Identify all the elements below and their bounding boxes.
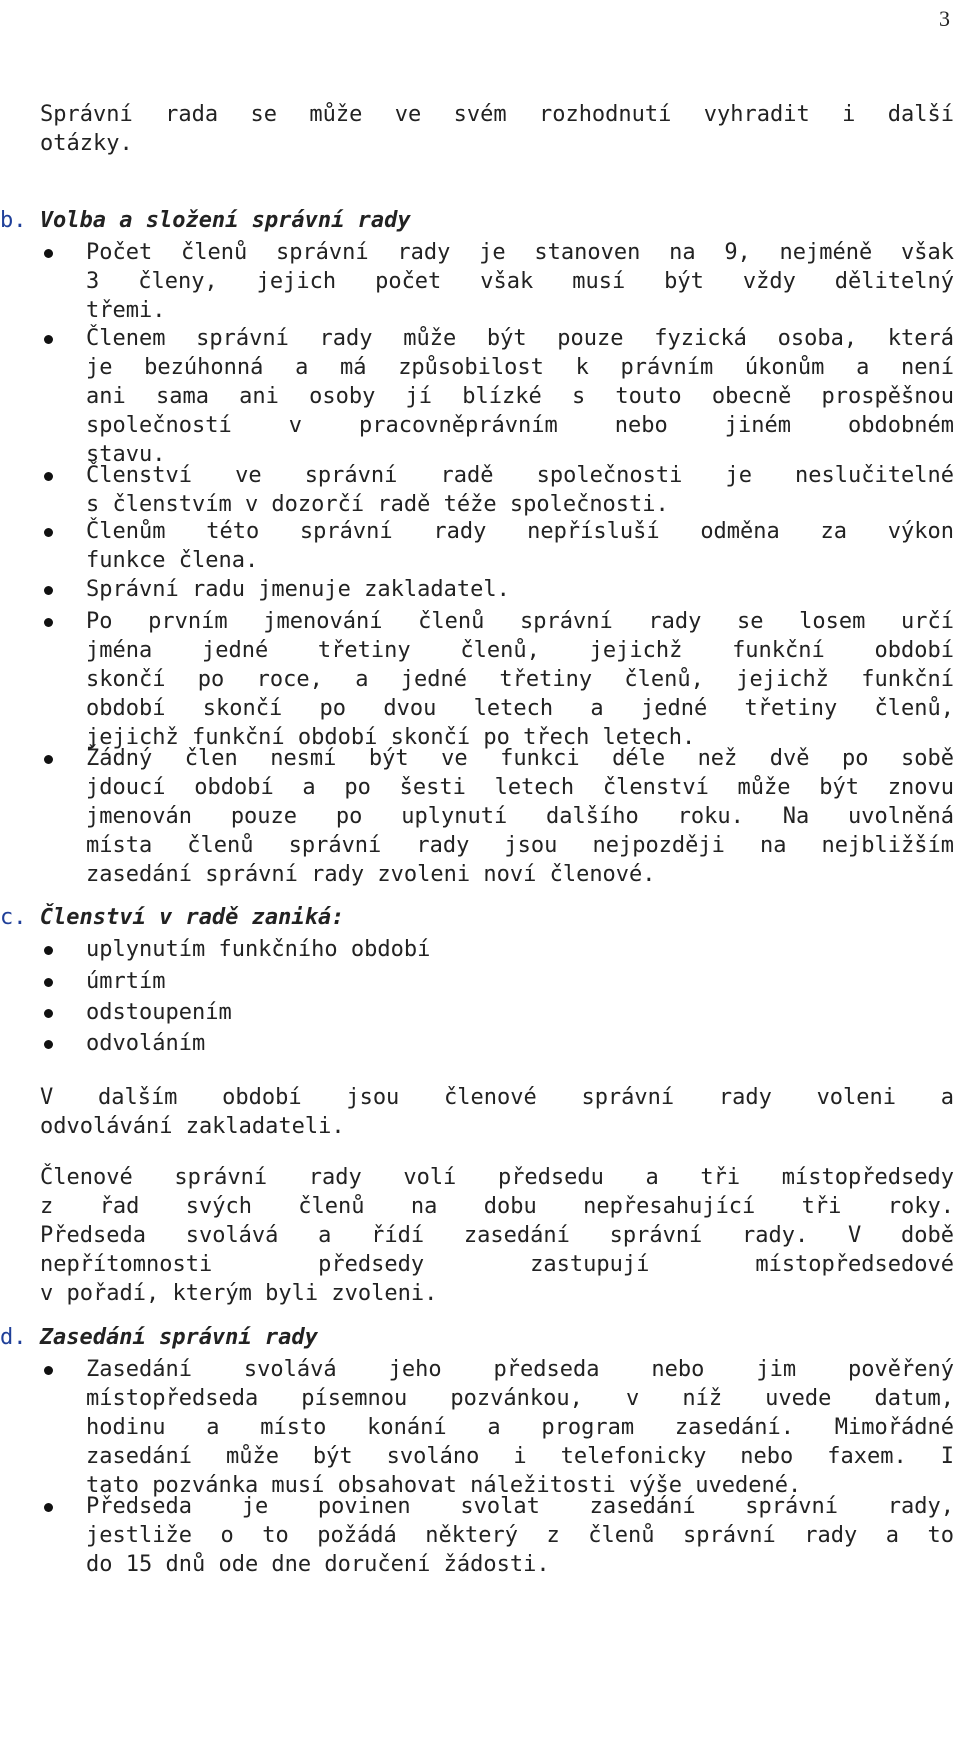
section-b-bullet-line: třemi. — [86, 298, 166, 323]
section-b-bullet-line: Členem správní rady může být pouze fyzická osoba, která — [86, 326, 954, 351]
bullet-icon — [44, 1009, 53, 1018]
bullet-icon — [44, 618, 53, 627]
section-b-bullet-line: Počet členů správní rady je stanoven na 9, nejméně však — [86, 240, 954, 265]
section-b-bullet-line: ani sama ani osoby jí blízké s touto obecně prospěšnou — [86, 384, 954, 409]
section-d-bullet-line: jestliže o to požádá některý z členů správní rady a to — [86, 1523, 954, 1548]
section-b-bullet-line: skončí po roce, a jedné třetiny členů, jejichž funkční — [86, 667, 954, 692]
section-d-bullet-line: místopředseda písemnou pozvánkou, v níž uvede datum, — [86, 1386, 954, 1411]
section-c-bullet-line: odstoupením — [86, 1000, 232, 1025]
section-b-bullet-line: Žádný člen nesmí být ve funkci déle než dvě po sobě — [86, 746, 954, 771]
heading-section-b — [0, 206, 954, 235]
bullet-icon — [44, 335, 53, 344]
page-number: 3 — [939, 6, 950, 31]
section-b-bullet-line: funkce člena. — [86, 548, 259, 573]
section-b-bullet-line: s členstvím v dozorčí radě téže společnosti. — [86, 492, 669, 517]
intro-paragraph: Správní rada se může ve svém rozhodnutí vyhradit i další — [40, 102, 954, 127]
section-c-paragraph-2: Předseda svolává a řídí zasedání správní rady. V době — [40, 1223, 954, 1248]
section-c-paragraph-2: v pořadí, kterým byli zvoleni. — [40, 1281, 438, 1306]
section-b-bullet-line: jména jedné třetiny členů, jejichž funkční období — [86, 638, 954, 663]
section-d-bullet-line: tato pozvánka musí obsahovat náležitosti výše uvedené. — [86, 1473, 802, 1498]
section-c-bullet-line: úmrtím — [86, 969, 166, 994]
intro-paragraph: otázky. — [40, 131, 133, 156]
section-b-bullet-line: zasedání správní rady zvoleni noví členové. — [86, 862, 656, 887]
section-b-bullet-line: místa členů správní rady jsou nejpozději na nejbližším — [86, 833, 954, 858]
heading-section-d — [0, 1323, 954, 1352]
section-d-bullet-line: Předseda je povinen svolat zasedání správní rady, — [86, 1494, 954, 1519]
bullet-icon — [44, 946, 53, 955]
bullet-icon — [44, 249, 53, 258]
section-marker: d. — [0, 1325, 40, 1350]
bullet-icon — [44, 978, 53, 987]
section-b-bullet-line: jejichž funkční období skončí po třech letech. — [86, 725, 696, 750]
section-c-paragraph-1: odvolávání zakladateli. — [40, 1114, 345, 1139]
bullet-icon — [44, 1503, 53, 1512]
bullet-icon — [44, 472, 53, 481]
bullet-icon — [44, 1040, 53, 1049]
section-c-paragraph-2: z řad svých členů na dobu nepřesahující tři roky. — [40, 1194, 954, 1219]
section-b-bullet-line: je bezúhonná a má způsobilost k právním úkonům a není — [86, 355, 954, 380]
section-b-bullet-line: 3 členy, jejich počet však musí být vždy dělitelný — [86, 269, 954, 294]
bullet-icon — [44, 755, 53, 764]
bullet-icon — [44, 528, 53, 537]
section-c-bullet-line: odvoláním — [86, 1031, 206, 1056]
section-b-bullet-line: stavu. — [86, 442, 166, 467]
bullet-icon — [44, 586, 53, 595]
section-c-paragraph-1: V dalším období jsou členové správní rady voleni a — [40, 1085, 954, 1110]
section-d-bullet-line: zasedání může být svoláno i telefonicky nebo faxem. I — [86, 1444, 954, 1469]
section-marker: b. — [0, 208, 40, 233]
section-b-bullet-line: jdoucí období a po šesti letech členství může být znovu — [86, 775, 954, 800]
section-marker: c. — [0, 905, 40, 930]
section-b-bullet-line: společností v pracovněprávním nebo jiném obdobném — [86, 413, 954, 438]
section-c-paragraph-2: Členové správní rady volí předsedu a tři místopředsedy — [40, 1165, 954, 1190]
section-d-bullet-line: do 15 dnů ode dne doručení žádosti. — [86, 1552, 550, 1577]
section-d-bullet-line: Zasedání svolává jeho předseda nebo jim pověřený — [86, 1357, 954, 1382]
section-heading: Zasedání správní rady — [39, 1325, 318, 1350]
section-b-bullet-line: Členům této správní rady nepřísluší odměna za výkon — [86, 519, 954, 544]
section-c-paragraph-2: nepřítomnosti předsedy zastupují místopředsedové — [40, 1252, 954, 1277]
heading-section-c — [0, 903, 954, 932]
section-heading: Členství v radě zaniká: — [39, 905, 345, 930]
section-b-bullet-line: Po prvním jmenování členů správní rady se losem určí — [86, 609, 954, 634]
section-b-bullet-line: jmenován pouze po uplynutí dalšího roku. Na uvolněná — [86, 804, 954, 829]
section-d-bullet-line: hodinu a místo konání a program zasedání. Mimořádné — [86, 1415, 954, 1440]
bullet-icon — [44, 1366, 53, 1375]
section-b-bullet-line: Správní radu jmenuje zakladatel. — [86, 577, 510, 602]
section-c-bullet-line: uplynutím funkčního období — [86, 937, 431, 962]
section-b-bullet-line: Členství ve správní radě společnosti je neslučitelné — [86, 463, 954, 488]
section-heading: Volba a složení správní rady — [39, 208, 411, 233]
section-b-bullet-line: období skončí po dvou letech a jedné třetiny členů, — [86, 696, 954, 721]
